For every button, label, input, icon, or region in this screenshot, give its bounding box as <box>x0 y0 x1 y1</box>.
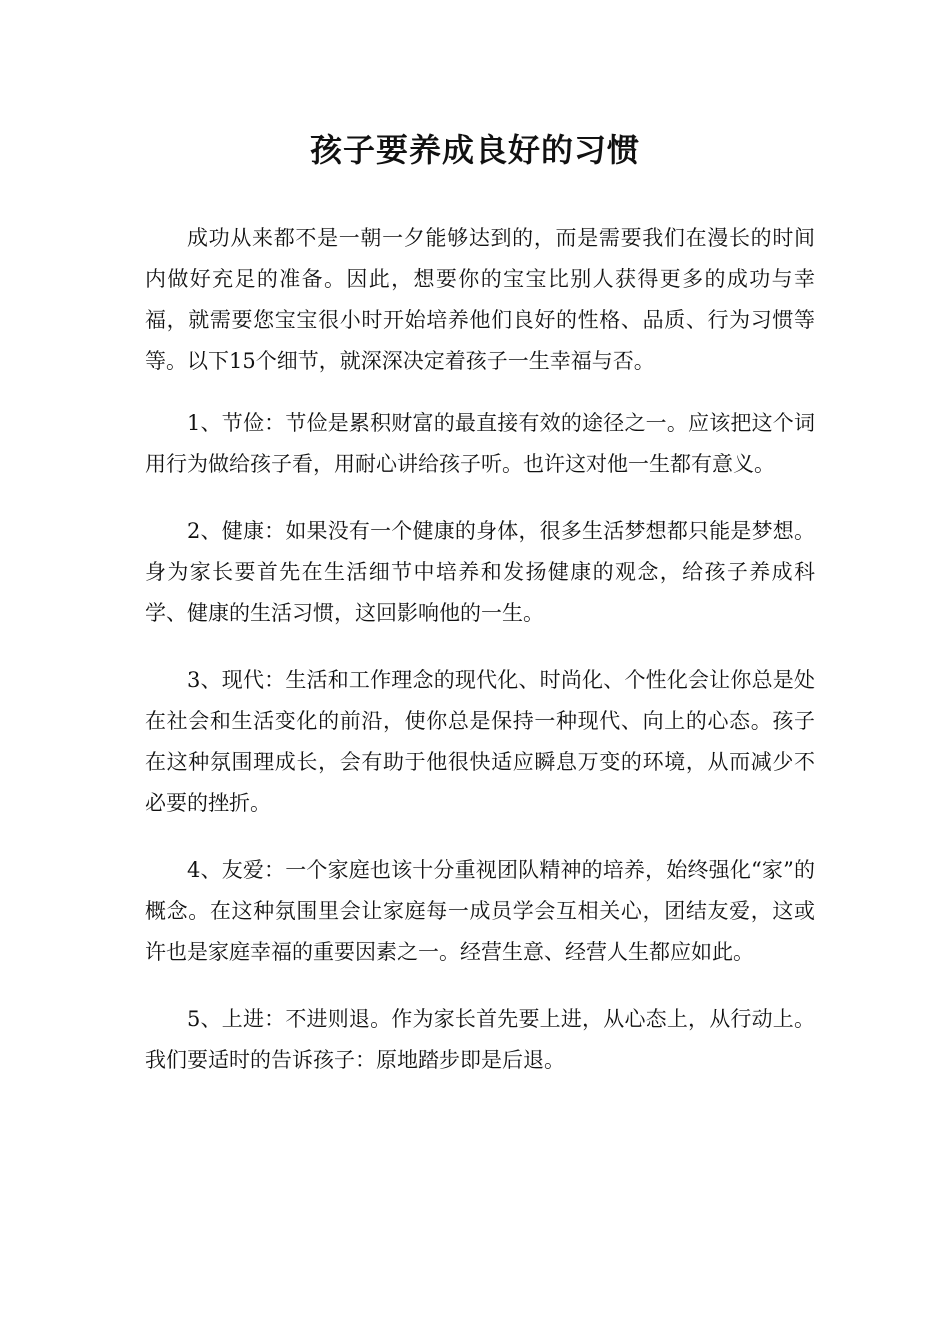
paragraph-friendship: 4、友爱：一个家庭也该十分重视团队精神的培养，始终强化“家”的概念。在这种氛围里会让家庭每一成员学会互相关心，团结友爱，这或许也是家庭幸福的重要因素之一。经营生意、经营人生都应如此。 <box>145 858 815 964</box>
paragraph-health: 2、健康：如果没有一个健康的身体，很多生活梦想都只能是梦想。身为家长要首先在生活细节中培养和发扬健康的观念，给孩子养成科学、健康的生活习惯，这回影响他的一生。 <box>145 519 815 625</box>
paragraph-frugality: 1、节俭：节俭是累积财富的最直接有效的途径之一。应该把这个词用行为做给孩子看，用耐心讲给孩子听。也许这对他一生都有意义。 <box>145 411 815 476</box>
paragraph-progress: 5、上进：不进则退。作为家长首先要上进，从心态上，从行动上。我们要适时的告诉孩子：原地踏步即是后退。 <box>145 1007 815 1072</box>
intro-paragraph: 成功从来都不是一朝一夕能够达到的，而是需要我们在漫长的时间内做好充足的准备。因此，想要你的宝宝比别人获得更多的成功与幸福，就需要您宝宝很小时开始培养他们良好的性格、品质、行为习惯等等。以下15个细节，就深深决定着孩子一生幸福与否。 <box>145 226 815 373</box>
document-title: 孩子要养成良好的习惯 <box>309 131 640 169</box>
document-body <box>145 218 815 1081</box>
paragraph-modern: 3、现代：生活和工作理念的现代化、时尚化、个性化会让你总是处在社会和生活变化的前沿，使你总是保持一种现代、向上的心态。孩子在这种氛围理成长，会有助于他很快适应瞬息万变的环境，从而减少不必要的挫折。 <box>145 668 815 815</box>
